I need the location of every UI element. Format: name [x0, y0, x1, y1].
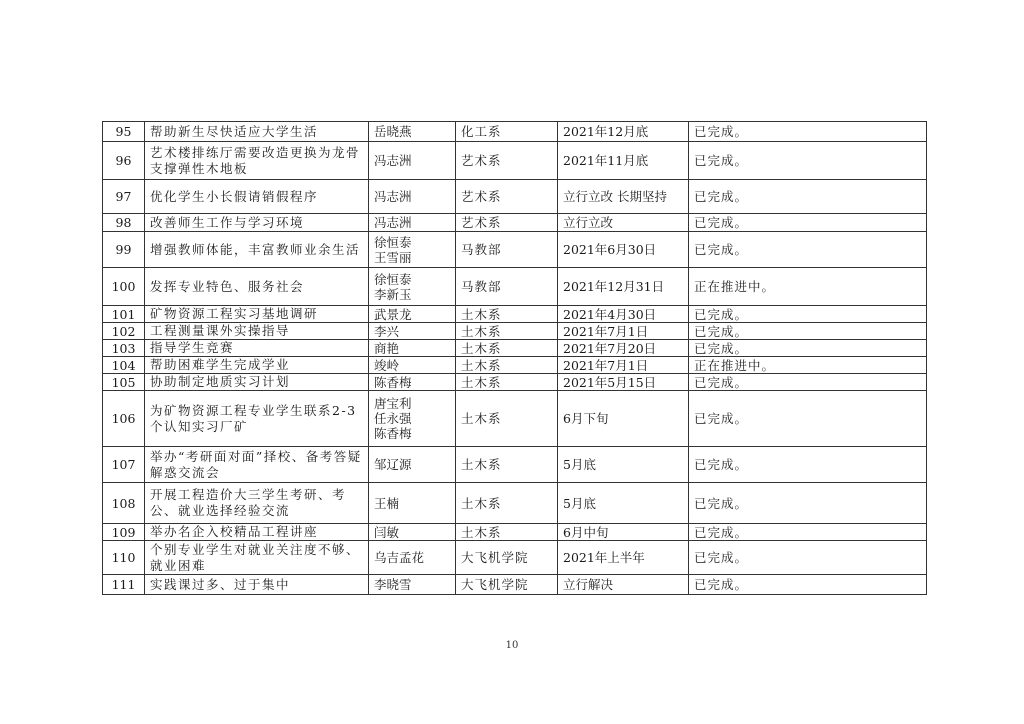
item-cell: 发挥专业特色、服务社会	[145, 268, 369, 306]
status-cell: 已完成。	[689, 232, 927, 268]
person-name: 商艳	[374, 340, 400, 356]
status-cell: 已完成。	[689, 323, 927, 340]
table-body	[103, 122, 927, 595]
department-cell: 土木系	[456, 323, 558, 340]
person-name: 唐宝利	[374, 396, 412, 411]
deadline-cell: 6月下旬	[558, 391, 689, 447]
table-row	[103, 306, 927, 323]
person-name: 任永强	[374, 411, 412, 426]
responsible-person-cell	[369, 340, 456, 357]
status-cell: 已完成。	[689, 541, 927, 575]
person-name: 武景龙	[374, 306, 412, 322]
item-cell: 矿物资源工程实习基地调研	[145, 306, 369, 323]
deadline-cell: 2021年7月1日	[558, 357, 689, 374]
row-number-cell: 95	[103, 122, 145, 142]
deadline-cell: 2021年11月底	[558, 142, 689, 180]
responsible-person-cell	[369, 541, 456, 575]
responsible-person-cell	[369, 374, 456, 391]
deadline-cell: 2021年7月20日	[558, 340, 689, 357]
item-cell: 举办“考研面对面”择校、备考答疑解惑交流会	[145, 447, 369, 483]
item-cell: 个别专业学生对就业关注度不够、就业困难	[145, 541, 369, 575]
page-number: 10	[505, 640, 519, 651]
person-name: 冯志洲	[374, 153, 412, 168]
responsible-person-cell	[369, 575, 456, 595]
item-cell: 增强教师体能，丰富教师业余生活	[145, 232, 369, 268]
deadline-cell: 立行解决	[558, 575, 689, 595]
department-cell: 土木系	[456, 447, 558, 483]
status-cell: 已完成。	[689, 447, 927, 483]
person-name: 王楠	[374, 495, 400, 511]
row-number-cell: 101	[103, 306, 145, 323]
row-number-cell: 99	[103, 232, 145, 268]
table-row	[103, 268, 927, 306]
department-cell: 土木系	[456, 483, 558, 524]
department-cell: 化工系	[456, 122, 558, 142]
row-number-cell: 98	[103, 214, 145, 232]
item-cell: 协助制定地质实习计划	[145, 374, 369, 391]
person-name: 李晓雪	[374, 577, 412, 592]
row-number-cell: 102	[103, 323, 145, 340]
item-cell: 改善师生工作与学习环境	[145, 214, 369, 232]
item-cell: 指导学生竞赛	[145, 340, 369, 357]
table-row	[103, 447, 927, 483]
person-name: 冯志洲	[374, 189, 412, 204]
deadline-cell: 5月底	[558, 483, 689, 524]
row-number-cell: 108	[103, 483, 145, 524]
responsible-person-cell	[369, 214, 456, 232]
row-number-cell: 103	[103, 340, 145, 357]
department-cell: 艺术系	[456, 180, 558, 214]
responsible-person-cell	[369, 180, 456, 214]
person-name: 冯志洲	[374, 215, 412, 230]
deadline-cell: 5月底	[558, 447, 689, 483]
row-number-cell: 109	[103, 524, 145, 541]
row-number-cell: 110	[103, 541, 145, 575]
table-row	[103, 340, 927, 357]
deadline-cell: 2021年5月15日	[558, 374, 689, 391]
table-row	[103, 214, 927, 232]
status-cell: 已完成。	[689, 374, 927, 391]
responsible-person-cell	[369, 391, 456, 447]
table-row	[103, 391, 927, 447]
status-cell: 正在推进中。	[689, 357, 927, 374]
person-name: 闫敏	[374, 524, 400, 540]
person-name: 竣岭	[374, 357, 400, 373]
status-cell: 已完成。	[689, 180, 927, 214]
task-table	[102, 121, 927, 595]
department-cell: 大飞机学院	[456, 575, 558, 595]
department-cell: 艺术系	[456, 214, 558, 232]
table-row	[103, 483, 927, 524]
deadline-cell: 2021年7月1日	[558, 323, 689, 340]
responsible-person-cell	[369, 306, 456, 323]
item-cell: 开展工程造价大三学生考研、考公、就业选择经验交流	[145, 483, 369, 524]
table-row	[103, 374, 927, 391]
table-row	[103, 575, 927, 595]
person-name: 乌吉孟花	[374, 550, 425, 565]
responsible-person-cell	[369, 323, 456, 340]
row-number-cell: 111	[103, 575, 145, 595]
responsible-person-cell	[369, 524, 456, 541]
person-name: 邹辽源	[374, 457, 412, 472]
person-name: 李兴	[374, 323, 400, 339]
table-row	[103, 323, 927, 340]
row-number-cell: 100	[103, 268, 145, 306]
deadline-cell: 立行立改	[558, 214, 689, 232]
responsible-person-cell	[369, 142, 456, 180]
table-row	[103, 180, 927, 214]
department-cell: 土木系	[456, 340, 558, 357]
person-name: 徐恒泰	[374, 234, 412, 250]
table-row	[103, 122, 927, 142]
status-cell: 已完成。	[689, 391, 927, 447]
item-cell: 工程测量课外实操指导	[145, 323, 369, 340]
table-row	[103, 232, 927, 268]
department-cell: 大飞机学院	[456, 541, 558, 575]
status-cell: 已完成。	[689, 483, 927, 524]
deadline-cell: 2021年12月31日	[558, 268, 689, 306]
deadline-cell: 2021年上半年	[558, 541, 689, 575]
person-name: 陈香梅	[374, 374, 412, 390]
department-cell: 土木系	[456, 357, 558, 374]
responsible-person-cell	[369, 232, 456, 268]
status-cell: 已完成。	[689, 122, 927, 142]
person-name: 李新玉	[374, 286, 412, 302]
row-number-cell: 105	[103, 374, 145, 391]
status-cell: 已完成。	[689, 524, 927, 541]
item-cell: 为矿物资源工程专业学生联系2-3个认知实习厂矿	[145, 391, 369, 447]
item-cell: 优化学生小长假请销假程序	[145, 180, 369, 214]
department-cell: 土木系	[456, 374, 558, 391]
department-cell: 土木系	[456, 306, 558, 323]
row-number-cell: 106	[103, 391, 145, 447]
item-cell: 帮助困难学生完成学业	[145, 357, 369, 374]
responsible-person-cell	[369, 122, 456, 142]
row-number-cell: 107	[103, 447, 145, 483]
item-cell: 实践课过多、过于集中	[145, 575, 369, 595]
table-row	[103, 524, 927, 541]
table-row	[103, 357, 927, 374]
item-cell: 艺术楼排练厅需要改造更换为龙骨支撑弹性木地板	[145, 142, 369, 180]
person-name: 王雪丽	[374, 249, 412, 265]
deadline-cell: 6月中旬	[558, 524, 689, 541]
deadline-cell: 2021年4月30日	[558, 306, 689, 323]
status-cell: 已完成。	[689, 340, 927, 357]
row-number-cell: 104	[103, 357, 145, 374]
status-cell: 已完成。	[689, 214, 927, 232]
responsible-person-cell	[369, 268, 456, 306]
item-cell: 举办名企入校精品工程讲座	[145, 524, 369, 541]
status-cell: 已完成。	[689, 306, 927, 323]
department-cell: 土木系	[456, 524, 558, 541]
responsible-person-cell	[369, 357, 456, 374]
status-cell: 已完成。	[689, 575, 927, 595]
status-cell: 正在推进中。	[689, 268, 927, 306]
deadline-cell: 2021年6月30日	[558, 232, 689, 268]
person-name: 陈香梅	[374, 426, 412, 441]
table-row	[103, 142, 927, 180]
item-cell: 帮助新生尽快适应大学生活	[145, 122, 369, 142]
table-row	[103, 541, 927, 575]
responsible-person-cell	[369, 447, 456, 483]
row-number-cell: 96	[103, 142, 145, 180]
person-name: 岳晓燕	[374, 124, 412, 139]
department-cell: 马教部	[456, 268, 558, 306]
deadline-cell: 立行立改 长期坚持	[558, 180, 689, 214]
person-name: 徐恒泰	[374, 271, 412, 287]
status-cell: 已完成。	[689, 142, 927, 180]
responsible-person-cell	[369, 483, 456, 524]
department-cell: 马教部	[456, 232, 558, 268]
department-cell: 艺术系	[456, 142, 558, 180]
department-cell: 土木系	[456, 391, 558, 447]
deadline-cell: 2021年12月底	[558, 122, 689, 142]
row-number-cell: 97	[103, 180, 145, 214]
